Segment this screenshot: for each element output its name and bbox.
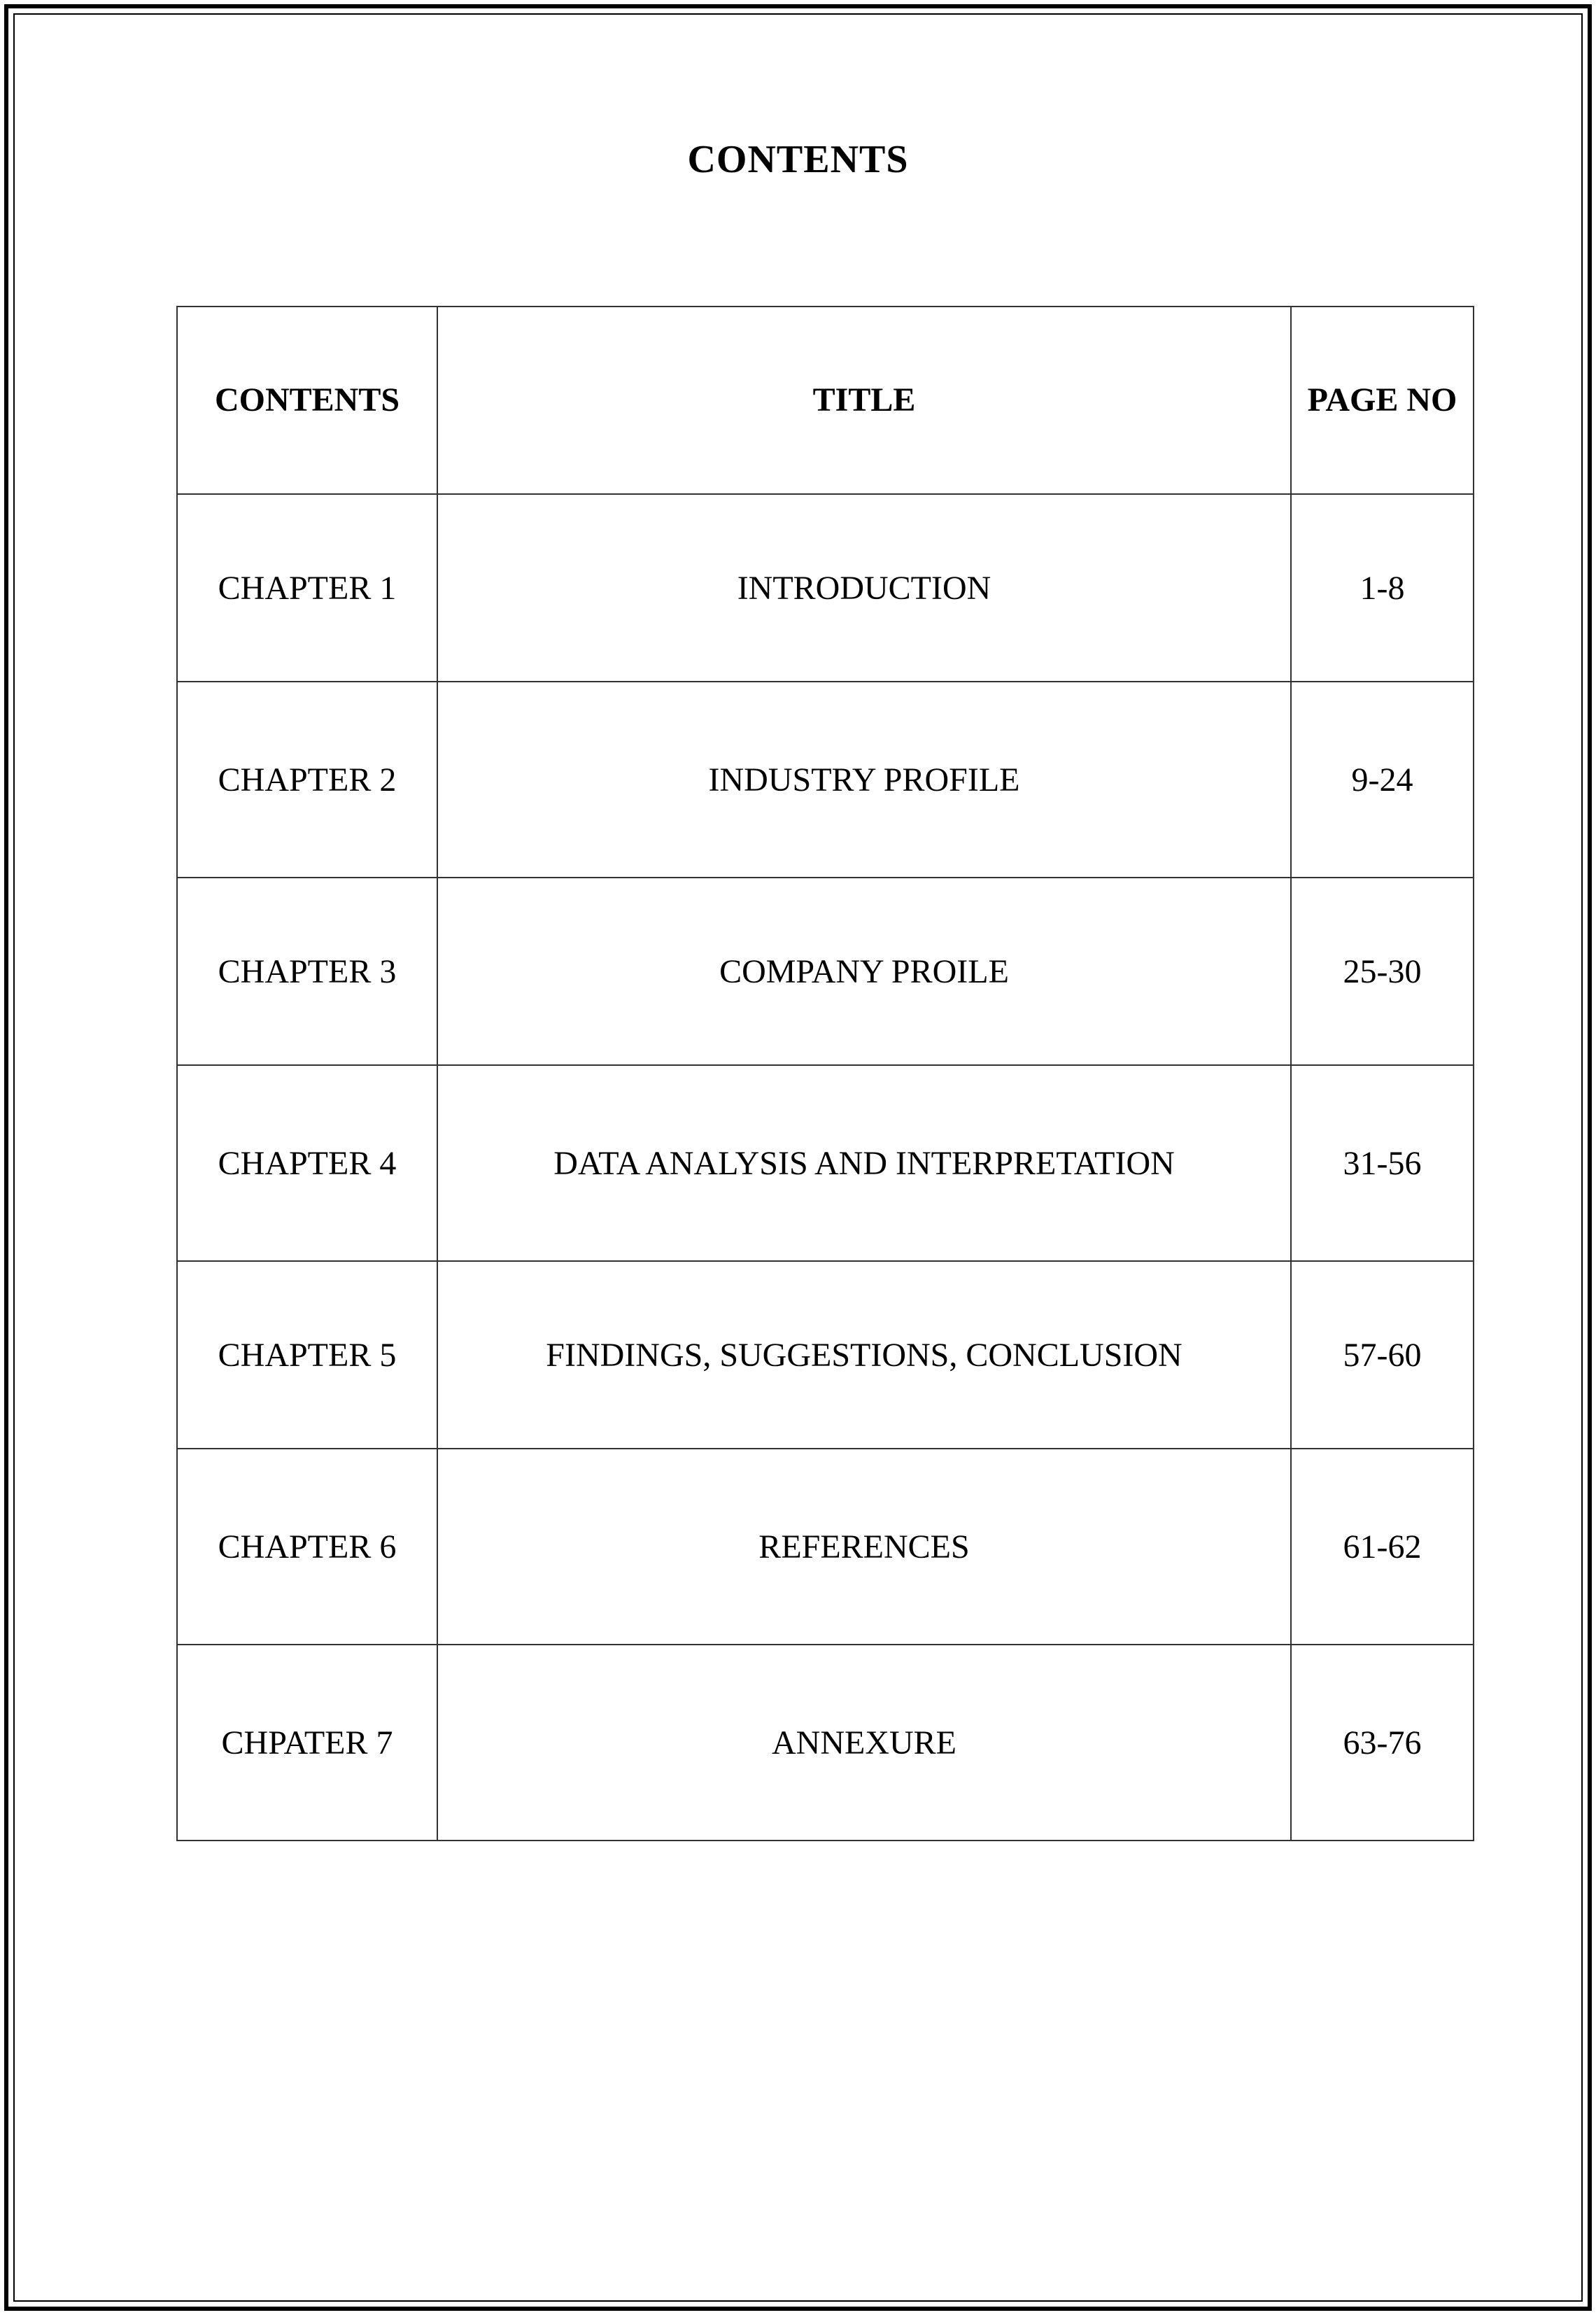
chapter-cell: CHAPTER 3 [177,878,437,1065]
chapter-cell: CHPATER 7 [177,1645,437,1841]
chapter-cell: CHAPTER 1 [177,494,437,682]
header-title: TITLE [437,307,1291,494]
title-cell: DATA ANALYSIS AND INTERPRETATION [437,1065,1291,1261]
table-row [177,1065,1474,1261]
table-row [177,1449,1474,1645]
title-cell: ANNEXURE [437,1645,1291,1841]
table-row [177,1645,1474,1841]
page-range-cell: 1-8 [1291,494,1474,682]
header-row [177,307,1474,494]
title-cell: REFERENCES [437,1449,1291,1645]
title-cell: COMPANY PROILE [437,878,1291,1065]
chapter-cell: CHAPTER 2 [177,682,437,878]
title-cell: INTRODUCTION [437,494,1291,682]
page-range-cell: 9-24 [1291,682,1474,878]
page-range-cell: 63-76 [1291,1645,1474,1841]
header-contents: CONTENTS [177,307,437,494]
title-cell: INDUSTRY PROFILE [437,682,1291,878]
table-row [177,682,1474,878]
title-cell: FINDINGS, SUGGESTIONS, CONCLUSION [437,1261,1291,1449]
table-row [177,494,1474,682]
chapter-cell: CHAPTER 6 [177,1449,437,1645]
chapter-cell: CHAPTER 5 [177,1261,437,1449]
table-row [177,1261,1474,1449]
page-range-cell: 25-30 [1291,878,1474,1065]
page-title: CONTENTS [687,138,909,181]
table-body [177,494,1474,1841]
contents-table [176,306,1474,1841]
header-page-no: PAGE NO [1291,307,1474,494]
chapter-cell: CHAPTER 4 [177,1065,437,1261]
page-range-cell: 31-56 [1291,1065,1474,1261]
page-range-cell: 61-62 [1291,1449,1474,1645]
table-row [177,878,1474,1065]
page-range-cell: 57-60 [1291,1261,1474,1449]
